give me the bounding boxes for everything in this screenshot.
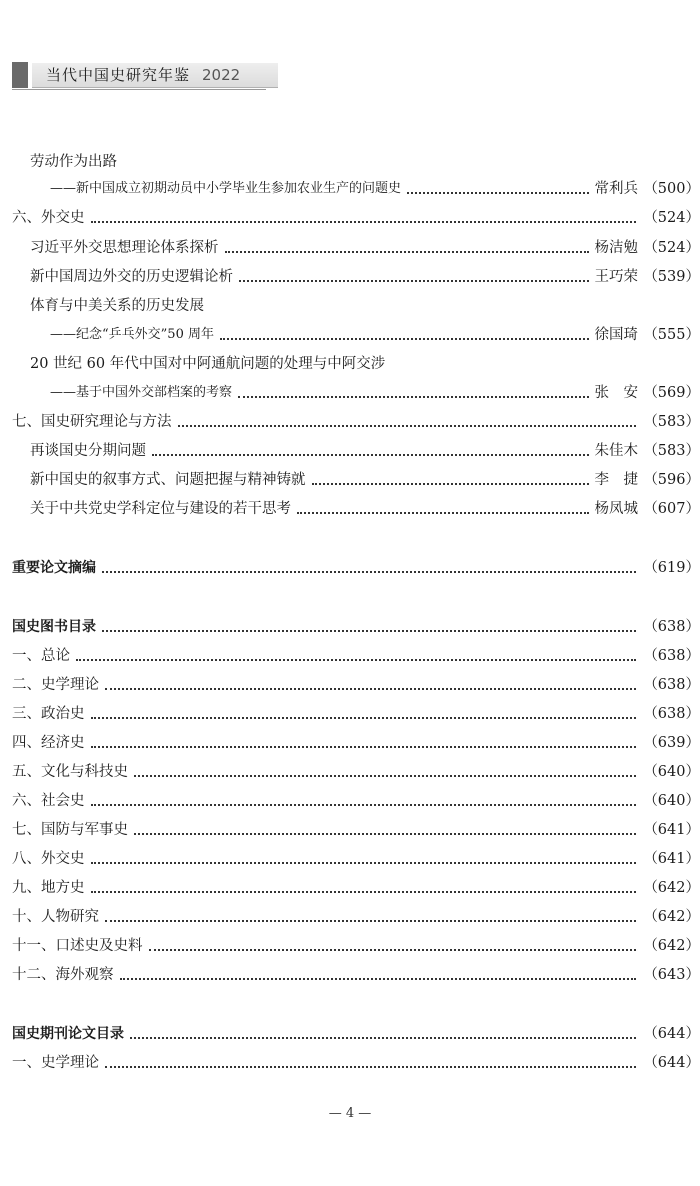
entry-title: 一、史学理论: [12, 1055, 99, 1071]
entry-page: （642）: [643, 880, 700, 896]
dot-leader: [105, 919, 636, 922]
toc-entry[interactable]: [0, 497, 700, 521]
entry-page: （524）: [643, 210, 700, 226]
entry-author: 杨洁勉: [594, 240, 638, 256]
toc-entry[interactable]: [0, 731, 700, 755]
dot-leader: [130, 1036, 636, 1039]
toc-section[interactable]: [0, 556, 700, 580]
toc-entry[interactable]: [0, 236, 700, 260]
entry-page: （640）: [643, 764, 700, 780]
entry-title: 体育与中美关系的历史发展: [30, 298, 204, 314]
dot-leader: [297, 511, 589, 514]
entry-page: （643）: [643, 967, 700, 983]
header-title: 当代中国史研究年鉴: [46, 66, 191, 84]
toc-section[interactable]: [0, 615, 700, 639]
entry-title: 六、外交史: [12, 210, 85, 226]
entry-page: （500）: [643, 181, 700, 197]
toc-entry[interactable]: [0, 352, 700, 376]
dot-leader: [134, 774, 636, 777]
section-title: 重要论文摘编: [12, 560, 96, 576]
entry-page: （607）: [643, 501, 700, 517]
section-title: 国史图书目录: [12, 619, 96, 635]
entry-title: 再谈国史分期问题: [30, 443, 146, 459]
toc-entry[interactable]: [0, 323, 700, 347]
header-year: 2022: [202, 65, 241, 84]
dot-leader: [105, 687, 636, 690]
header-box: [32, 63, 278, 88]
entry-title: 六、社会史: [12, 793, 85, 809]
entry-subtitle: ——基于中国外交部档案的考察: [50, 385, 233, 400]
entry-page: （583）: [643, 443, 700, 459]
toc-entry[interactable]: [0, 439, 700, 463]
toc-entry[interactable]: [0, 789, 700, 813]
entry-page: （638）: [643, 648, 700, 664]
entry-author: 杨凤城: [594, 501, 638, 517]
dot-leader: [76, 658, 636, 661]
entry-page: （640）: [643, 793, 700, 809]
entry-page: （644）: [643, 1026, 700, 1042]
dot-leader: [239, 279, 589, 282]
entry-page: （555）: [643, 327, 700, 343]
dot-leader: [152, 453, 589, 456]
entry-page: （641）: [643, 851, 700, 867]
entry-title: 九、地方史: [12, 880, 85, 896]
dot-leader: [225, 250, 589, 253]
dot-leader: [91, 803, 637, 806]
entry-title: 新中国史的叙事方式、问题把握与精神铸就: [30, 472, 306, 488]
toc-section[interactable]: [0, 1022, 700, 1046]
entry-title: 习近平外交思想理论体系探析: [30, 240, 219, 256]
toc-entry[interactable]: [0, 934, 700, 958]
entry-author: 常利兵: [594, 181, 638, 197]
entry-page: （638）: [643, 706, 700, 722]
entry-title: 新中国周边外交的历史逻辑论析: [30, 269, 233, 285]
toc-entry[interactable]: [0, 410, 700, 434]
entry-title: 七、国防与军事史: [12, 822, 128, 838]
entry-page: （639）: [643, 735, 700, 751]
entry-subtitle: ——纪念“乒乓外交”50 周年: [50, 327, 214, 342]
entry-author: 王巧荣: [594, 269, 638, 285]
entry-title: 七、国史研究理论与方法: [12, 414, 172, 430]
entry-title: 十、人物研究: [12, 909, 99, 925]
dot-leader: [407, 191, 588, 194]
toc-entry[interactable]: [0, 206, 700, 230]
dot-leader: [238, 395, 588, 398]
entry-page: （524）: [643, 240, 700, 256]
toc-entry[interactable]: [0, 381, 700, 405]
entry-title: 一、总论: [12, 648, 70, 664]
toc-entry[interactable]: [0, 265, 700, 289]
toc-entry[interactable]: [0, 177, 700, 201]
header-bar: [12, 62, 28, 88]
entry-author: 李 捷: [594, 472, 638, 488]
dot-leader: [91, 220, 637, 223]
header-rule: [12, 89, 266, 90]
entry-title: 五、文化与科技史: [12, 764, 128, 780]
dot-leader: [120, 977, 637, 980]
dot-leader: [91, 890, 637, 893]
running-header: [12, 62, 278, 88]
entry-page: （641）: [643, 822, 700, 838]
dot-leader: [134, 832, 636, 835]
entry-page: （539）: [643, 269, 700, 285]
toc-entry[interactable]: [0, 963, 700, 987]
dot-leader: [149, 948, 637, 951]
dot-leader: [312, 482, 589, 485]
dot-leader: [105, 1065, 636, 1068]
toc-entry[interactable]: [0, 673, 700, 697]
toc-entry[interactable]: [0, 876, 700, 900]
toc-entry[interactable]: [0, 702, 700, 726]
entry-title: 劳动作为出路: [30, 154, 117, 170]
entry-title: 二、史学理论: [12, 677, 99, 693]
toc-entry[interactable]: [0, 294, 700, 318]
entry-title: 十二、海外观察: [12, 967, 114, 983]
dot-leader: [178, 424, 637, 427]
entry-page: （596）: [643, 472, 700, 488]
entry-page: （642）: [643, 938, 700, 954]
dot-leader: [91, 745, 637, 748]
toc-entry[interactable]: [0, 468, 700, 492]
entry-page: （619）: [643, 560, 700, 576]
entry-page: （642）: [643, 909, 700, 925]
page-number: — 4 —: [328, 1106, 372, 1121]
toc-entry[interactable]: [0, 847, 700, 871]
entry-page: （569）: [643, 385, 700, 401]
entry-title: 三、政治史: [12, 706, 85, 722]
entry-title: 四、经济史: [12, 735, 85, 751]
dot-leader: [91, 861, 637, 864]
toc-entry[interactable]: [0, 818, 700, 842]
dot-leader: [102, 629, 636, 632]
entry-page: （583）: [643, 414, 700, 430]
dot-leader: [220, 337, 589, 340]
dot-leader: [102, 570, 636, 573]
toc-entry[interactable]: [0, 150, 700, 174]
entry-subtitle: ——新中国成立初期动员中小学毕业生参加农业生产的问题史: [50, 181, 402, 196]
entry-author: 张 安: [594, 385, 638, 401]
toc-entry[interactable]: [0, 760, 700, 784]
section-title: 国史期刊论文目录: [12, 1026, 124, 1042]
entry-page: （638）: [643, 619, 700, 635]
dot-leader: [91, 716, 637, 719]
toc-entry[interactable]: [0, 905, 700, 929]
entry-title: 十一、口述史及史料: [12, 938, 143, 954]
entry-page: （644）: [643, 1055, 700, 1071]
entry-author: 徐国琦: [594, 327, 638, 343]
toc-entry[interactable]: [0, 1051, 700, 1075]
toc-entry[interactable]: [0, 644, 700, 668]
entry-title: 八、外交史: [12, 851, 85, 867]
entry-author: 朱佳木: [594, 443, 638, 459]
entry-title: 20 世纪 60 年代中国对中阿通航问题的处理与中阿交涉: [30, 356, 386, 372]
entry-page: （638）: [643, 677, 700, 693]
entry-title: 关于中共党史学科定位与建设的若干思考: [30, 501, 291, 517]
